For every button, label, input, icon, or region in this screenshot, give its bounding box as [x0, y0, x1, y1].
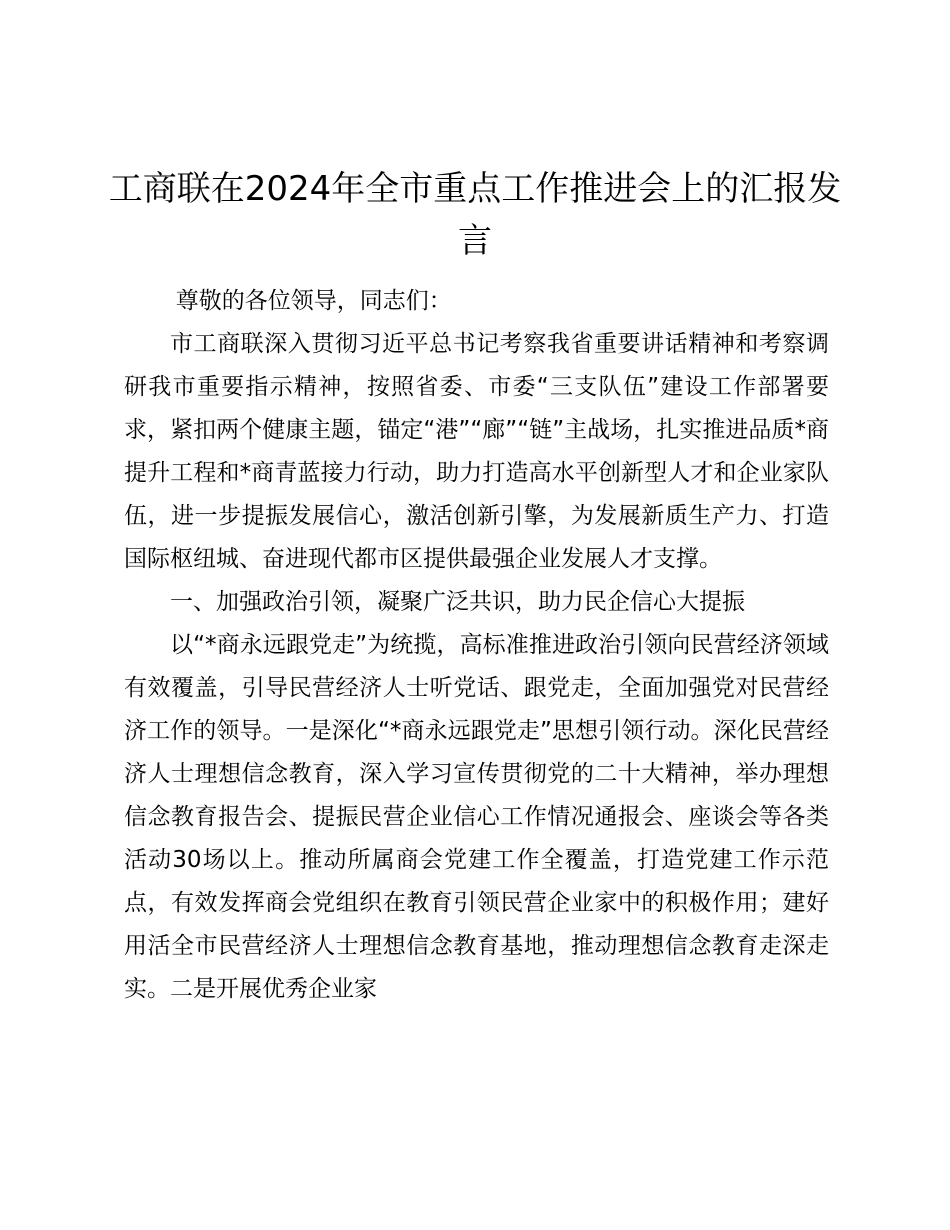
- document-body: [124, 280, 829, 1011]
- document-title: 工商联在2024年全市重点工作推进会上的汇报发言: [108, 169, 842, 261]
- paragraph-intro: 市工商联深入贯彻习近平总书记考察我省重要讲话精神和考察调研我市重要指示精神，按照省委、市委“三支队伍”建设工作部署要求，紧扣两个健康主题，锚定“港”“廊”“链”主战场，扎实推进品质*商提升工程和*商青蓝接力行动，助力打造高水平创新型人才和企业家队伍，进一步提振发展信心，激活创新引擎，为发展新质生产力、打造国际枢纽城、奋进现代都市区提供最强企业发展人才支撑。: [124, 331, 829, 572]
- paragraph-section-1: 以“*商永远跟党走”为统揽，高标准推进政治引领向民营经济领域有效覆盖，引导民营经济人士听党话、跟党走，全面加强党对民营经济工作的领导。一是深化“*商永远跟党走”思想引领行动。深化民营经济人士理想信念教育，深入学习宣传贯彻党的二十大精神，举办理想信念教育报告会、提振民营企业信心工作情况通报会、座谈会等各类活动30场以上。推动所属商会党建工作全覆盖，打造党建工作示范点，有效发挥商会党组织在教育引领民营企业家中的积极作用；建好用活全市民营经济人士理想信念教育基地，推动理想信念教育走深走实。二是开展优秀企业家: [124, 632, 829, 1002]
- section-heading-1: 一、加强政治引领，凝聚广泛共识，助力民企信心大提振: [170, 589, 745, 615]
- salutation: 尊敬的各位领导，同志们：: [175, 288, 452, 314]
